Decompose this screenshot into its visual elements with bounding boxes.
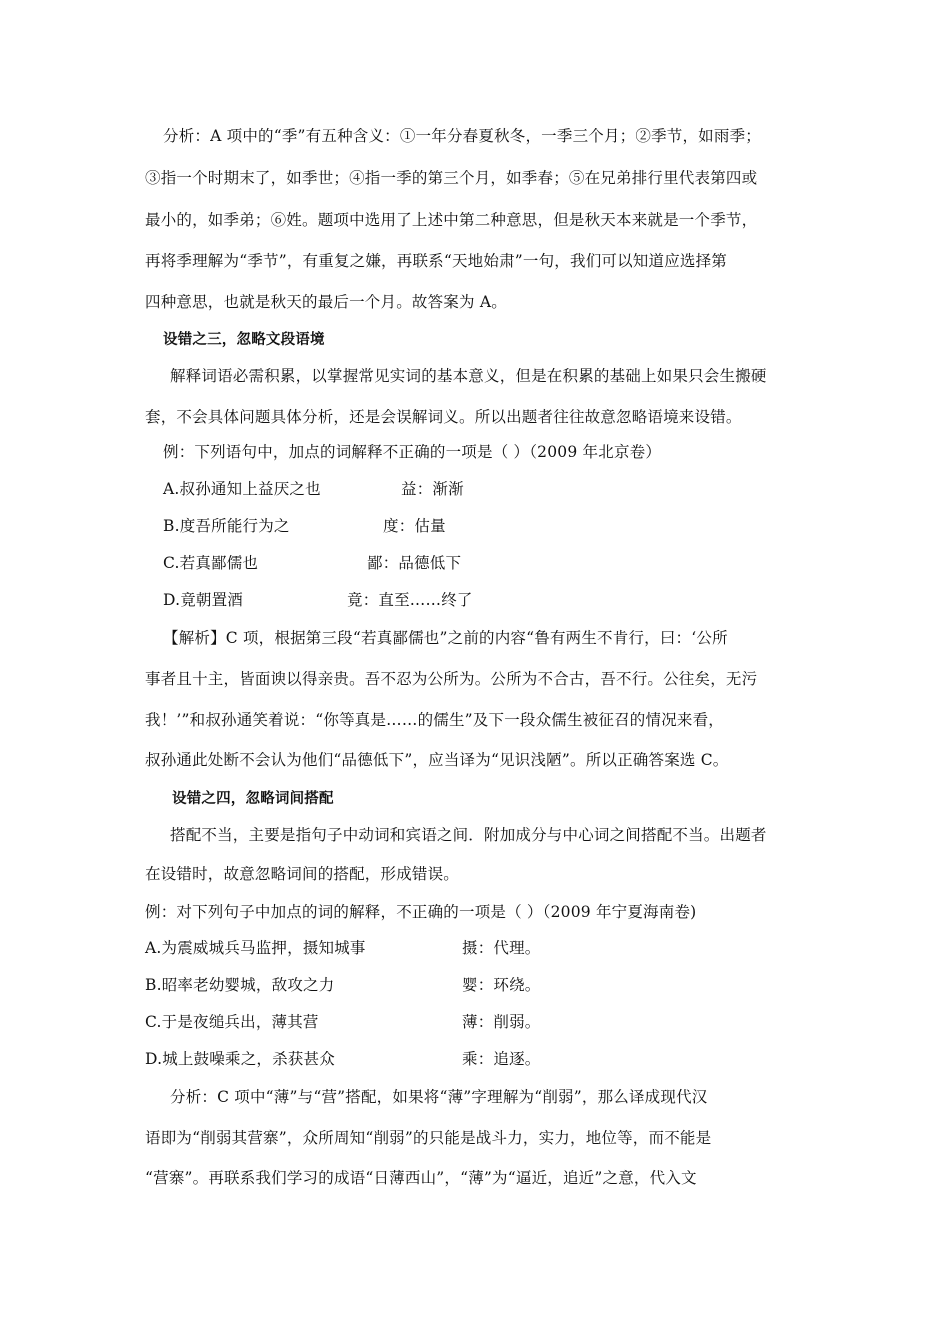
section-heading: 设错之四，忽略词间搭配	[172, 791, 334, 807]
paragraph-line: 分析：C 项中“薄”与“营”搭配，如果将“薄”字理解为“削弱”，那么译成现代汉	[170, 1088, 708, 1106]
paragraph-line: 叔孙通此处断不会认为他们“品德低下”，应当译为“见识浅陋”。所以正确答案选 C。	[145, 751, 729, 769]
option-row	[163, 479, 833, 499]
option-gloss: 度：估量	[383, 517, 446, 535]
option-gloss: 乘：追逐。	[462, 1050, 541, 1068]
paragraph-line: 事者且十主，皆面谀以得亲贵。吾不忍为公所为。公所为不合古，吾不行。公往矣，无污	[145, 670, 758, 688]
option-gloss: 薄：削弱。	[462, 1013, 541, 1031]
option-gloss: 鄙：品德低下	[367, 554, 462, 572]
option-gloss: 益：渐渐	[401, 480, 464, 498]
paragraph-line: 分析：A 项中的“季”有五种含义：①一年分春夏秋冬，一季三个月；②季节，如雨季；	[163, 127, 761, 145]
example-prompt: 例：下列语句中，加点的词解释不正确的一项是（ ）（2009 年北京卷）	[163, 443, 662, 461]
option-sentence: A.叔孙通知上益厌之也	[163, 480, 321, 498]
option-sentence: C.若真鄙儒也	[163, 554, 259, 572]
paragraph-line: 套，不会具体问题具体分析，还是会误解词义。所以出题者往往故意忽略语境来设错。	[145, 408, 742, 426]
option-sentence: C.于是夜缒兵出，薄其营	[145, 1013, 319, 1031]
paragraph-line: “营寨”。再联系我们学习的成语“日薄西山”，“薄”为“逼近，追近”之意，代入文	[145, 1169, 697, 1187]
paragraph-line: ③指一个时期末了，如季世；④指一季的第三个月，如季春；⑤在兄弟排行里代表第四或	[145, 169, 758, 187]
option-row	[163, 590, 833, 610]
option-gloss: 摄：代理。	[462, 939, 541, 957]
option-sentence: B.昭率老幼婴城，敌攻之力	[145, 976, 335, 994]
paragraph-line: 搭配不当，主要是指句子中动词和宾语之间．附加成分与中心词之间搭配不当。出题者	[170, 826, 767, 844]
paragraph-line: 语即为“削弱其营寨”，众所周知“削弱”的只能是战斗力，实力，地位等，而不能是	[145, 1129, 712, 1147]
option-sentence: D.城上鼓噪乘之，杀获甚众	[145, 1050, 335, 1068]
paragraph-line: 【解析】C 项，根据第三段“若真鄙儒也”之前的内容“鲁有两生不肯行，曰：‘公所	[163, 629, 728, 647]
paragraph-line: 我！’”和叔孙通笑着说：“你等真是……的儒生”及下一段众儒生被征召的情况来看，	[145, 711, 725, 729]
option-sentence: A.为震威城兵马监押，摄知城事	[145, 939, 366, 957]
option-sentence: D.竟朝置酒	[163, 591, 244, 609]
paragraph-line: 解释词语必需积累，以掌握常见实词的基本意义，但是在积累的基础上如果只会生搬硬	[170, 367, 767, 385]
option-row	[145, 1012, 815, 1032]
option-sentence: B.度吾所能行为之	[163, 517, 290, 535]
paragraph-line: 在设错时，故意忽略词间的搭配，形成错误。	[145, 865, 460, 883]
section-heading: 设错之三，忽略文段语境	[163, 332, 325, 348]
paragraph-line: 最小的，如季弟；⑥姓。题项中选用了上述中第二种意思，但是秋天本来就是一个季节，	[145, 211, 758, 229]
option-row	[145, 975, 815, 995]
paragraph-line: 再将季理解为“季节”，有重复之嫌，再联系“天地始肃”一句，我们可以知道应选择第	[145, 252, 727, 270]
option-gloss: 婴：环绕。	[462, 976, 541, 994]
paragraph-line: 四种意思，也就是秋天的最后一个月。故答案为 A。	[145, 293, 507, 311]
option-gloss: 竟：直至……终了	[347, 591, 473, 609]
option-row	[163, 553, 833, 573]
option-row	[145, 1049, 815, 1069]
option-row	[163, 516, 833, 536]
option-row	[145, 938, 815, 958]
example-prompt: 例：对下列句子中加点的词的解释，不正确的一项是（ ）（2009 年宁夏海南卷)	[145, 903, 697, 921]
